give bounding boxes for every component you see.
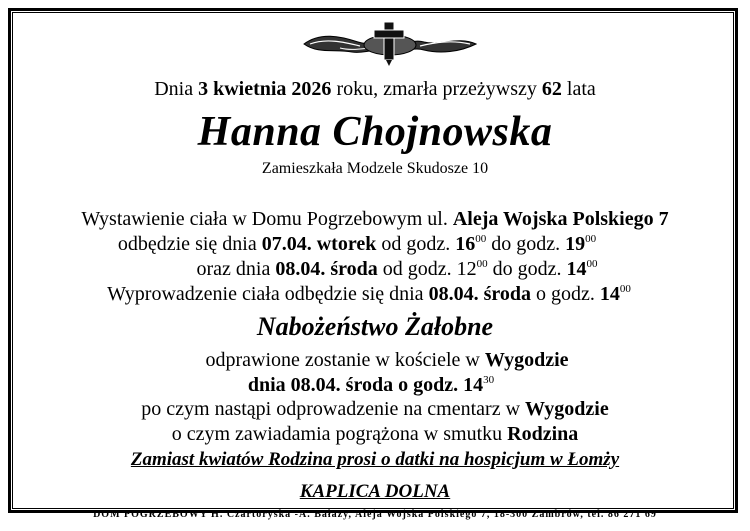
chapel-name: KAPLICA DOLNA [299, 481, 451, 502]
donation-note: Zamiast kwiatów Rodzina prosi o datki na hospicjum w Łomży [130, 449, 620, 470]
residence-address: Zamieszkała Modzele Skudosze 10 [261, 160, 489, 177]
viewing-location-line: Wystawienie ciała w Domu Pogrzebowym ul. Aleja Wojska Polskiego 7 [81, 208, 669, 230]
cross-ribbon-emblem-icon [300, 18, 480, 70]
death-date-line: Dnia 3 kwietnia 2026 roku, zmarła przeżywszy 62 lata [154, 78, 596, 100]
departure-line: Wyprowadzenie ciała odbędzie się dnia 08.04. środa o godz. $14^{00}$ [107, 283, 631, 305]
funeral-home-footer: DOM POGRZEBOWY H. Czartoryska -A. Bałazy, Aleja Wojska Polskiego 7, 18-300 Zambrów, tel. 86 271 69 [93, 509, 657, 520]
deceased-name: Hanna Chojnowska [197, 109, 553, 155]
family-notice-line: o czym zawiadamia pogrążona w smutku Rodzina [171, 423, 579, 445]
viewing-day1-line: odbędzie się dnia 07.04. wtorek od godz. $16^{00}$ do godz. $19^{00}$ [117, 233, 597, 255]
cemetery-line: po czym nastąpi odprowadzenie na cmentarz w Wygodzie [141, 398, 609, 420]
service-time-line: dnia 08.04. środa o godz. $14^{30}$ [247, 374, 495, 396]
service-title: Nabożeństwo Żałobne [256, 312, 494, 341]
viewing-day2-line: oraz dnia 08.04. środa od godz. $12^{00}$ do godz. $14^{00}$ [196, 258, 598, 280]
service-church-line: odprawione zostanie w kościele w Wygodzie [205, 349, 569, 371]
